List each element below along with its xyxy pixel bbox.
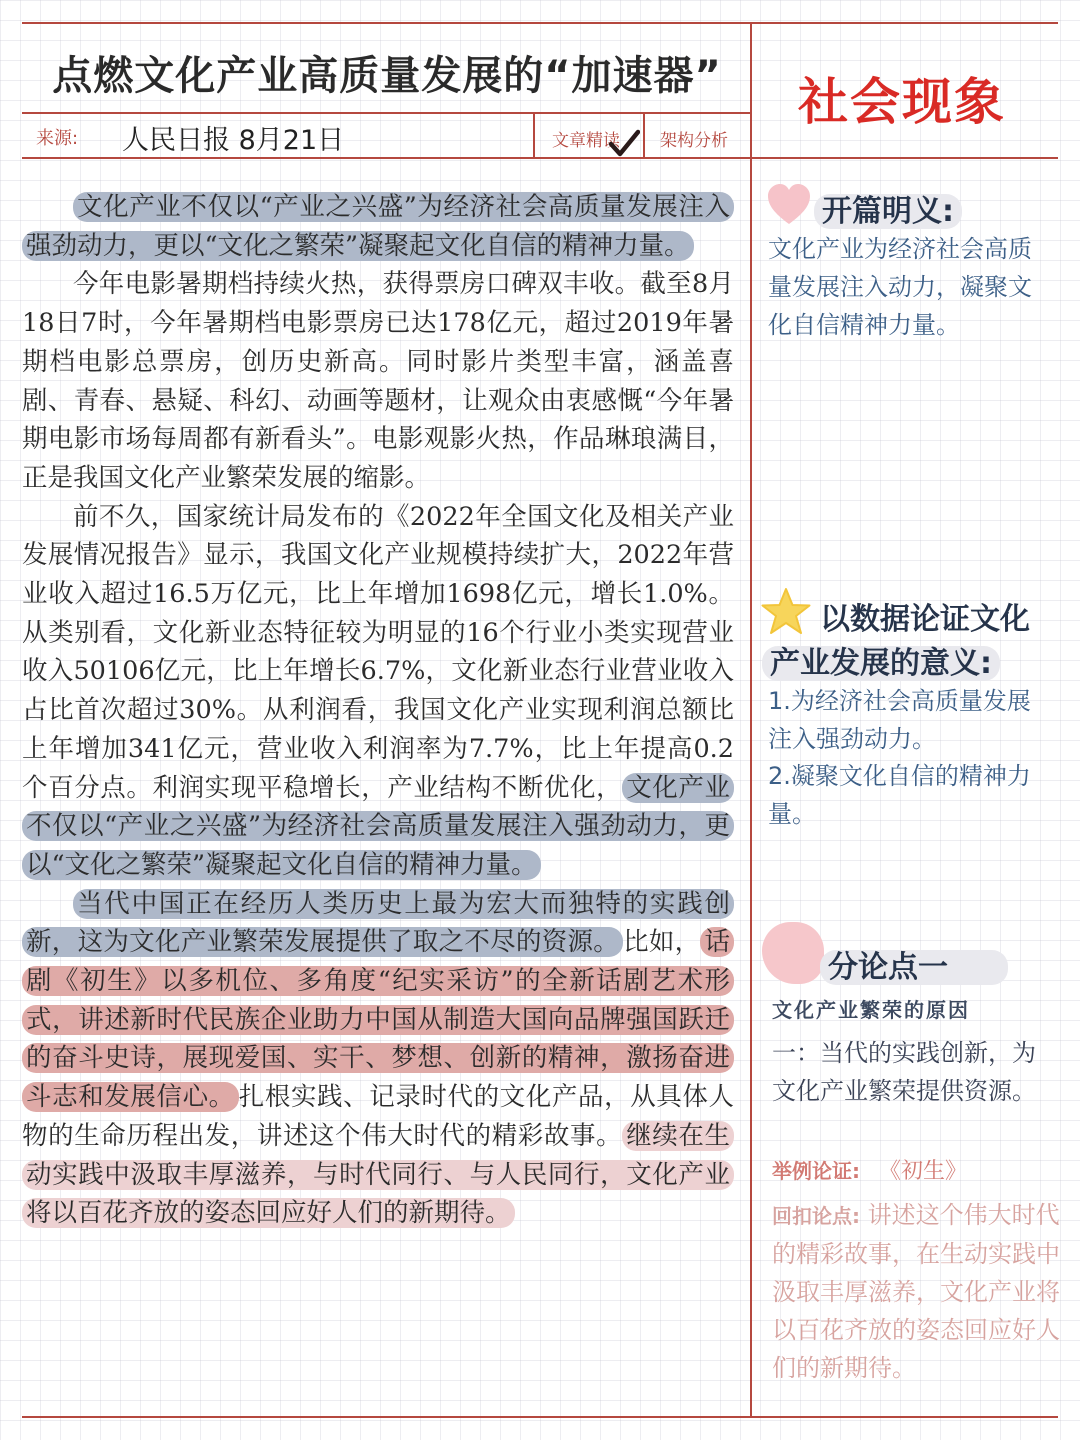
paragraph-4-text-2: 扎根实践、记录时代的文化产品，从具体人物的生命历程出发，讲述这个伟大时代的精彩故事。	[22, 1082, 734, 1151]
section-argument-text: 一：当代的实践创新，为文化产业繁荣提供资源。	[772, 1039, 1036, 1105]
section-example	[772, 1152, 1052, 1191]
checkmark-icon	[608, 128, 640, 160]
paragraph-3-text: 前不久，国家统计局发布的《2022年全国文化及相关产业发展情况报告》显示，我国文化产业规模持续扩大，2022年营业收入超过16.5万亿元，比上年增加1698亿元，增长1.0%。从类别看，文化新业态特征较为明显的16个行业小类实现营业收入50106亿元，比上年增长6.7%，文化新业态行业营业收入占比首次超过30%。从利润看，我国文化产业实现利润总额比上年增加341亿元，营业收入利润率为7.7%，比上年提高0.2个百分点。利润实现平稳增长，产业结构不断优化，	[22, 501, 734, 803]
example-label: 举例论证:	[772, 1159, 860, 1183]
section-data-point-1: 1.为经济社会高质量发展注入强劲动力。	[768, 687, 1031, 753]
title-underline	[22, 112, 750, 114]
section-argument-title: 分论点一	[820, 942, 1008, 986]
article-paragraph-1	[22, 188, 734, 265]
tab-divider-2	[643, 112, 645, 157]
article-paragraph-3	[22, 498, 734, 885]
star-icon	[760, 586, 812, 638]
tab-close-reading[interactable]: 文章精读	[552, 131, 620, 151]
highlight-thesis-repeat: 文化产业不仅以“产业之兴盛”为经济社会高质量发展注入强劲动力，更以“文化之繁荣”凝聚起文化自信的精神力量。	[22, 773, 734, 880]
article-body	[22, 188, 734, 1233]
source-value: 人民日报 8月21日	[122, 125, 345, 156]
header-bottom-rule	[22, 157, 1058, 159]
top-rule	[22, 22, 1058, 24]
paragraph-4-text-1: 比如，	[623, 927, 701, 958]
category-title: 社会现象	[798, 73, 1006, 131]
tab-structure-analysis[interactable]: 架构分析	[660, 131, 728, 151]
highlight-argument-one: 当代中国正在经历人类历史上最为宏大而独特的实践创新，这为文化产业繁荣发展提供了取之不尽的资源。	[22, 889, 734, 958]
callback-label: 回扣论点:	[772, 1204, 860, 1228]
page-title: 点燃文化产业高质量发展的“加速器”	[52, 53, 722, 99]
article-paragraph-4	[22, 885, 734, 1233]
pink-blob-icon	[762, 922, 824, 984]
callback-text: 讲述这个伟大时代的精彩故事，在生动实践中汲取丰厚滋养，文化产业将以百花齐放的姿态回应好人们的新期待。	[772, 1201, 1060, 1382]
source-label: 来源:	[36, 128, 79, 149]
tab-divider-1	[533, 112, 535, 157]
highlight-thesis: 文化产业不仅以“产业之兴盛”为经济社会高质量发展注入强劲动力，更以“文化之繁荣”凝聚起文化自信的精神力量。	[22, 192, 734, 261]
section-data-title-line1: 以数据论证文化	[820, 602, 1030, 637]
heart-icon	[766, 182, 812, 228]
section-data-title-line2: 产业发展的意义:	[762, 638, 1000, 682]
section-opening-text: 文化产业为经济社会高质量发展注入动力，凝聚文化自信精神力量。	[768, 235, 1032, 339]
article-paragraph-2: 今年电影暑期档持续火热，获得票房口碑双丰收。截至8月18日7时，今年暑期档电影票房已达178亿元，超过2019年暑期档电影总票房，创历史新高。同时影片类型丰富，涵盖喜剧、青春、悬疑、科幻、动画等题材，让观众由衷感慨“今年暑期电影市场每周都有新看头”。电影观影火热，作品琳琅满目，正是我国文化产业繁荣发展的缩影。	[22, 269, 734, 493]
highlight-example: 话剧《初生》以多机位、多角度“纪实采访”的全新话剧艺术形式，讲述新时代民族企业助力中国从制造大国向品牌强国跃迁的奋斗史诗，展现爱国、实干、梦想、创新的精神，激扬奋进斗志和发展信心。	[22, 927, 734, 1112]
example-value: 《初生》	[879, 1159, 968, 1184]
section-argument-subtitle: 文化产业繁荣的原因	[772, 998, 970, 1022]
section-data-point-2: 2.凝聚文化自信的精神力量。	[768, 762, 1031, 828]
section-opening-title: 开篇明义:	[814, 186, 962, 230]
highlight-conclusion: 继续在生动实践中汲取丰厚滋养，与时代同行、与人民同行，文化产业将以百花齐放的姿态回应好人们的新期待。	[22, 1121, 734, 1228]
bottom-rule	[22, 1416, 1058, 1418]
section-callback	[772, 1196, 1062, 1387]
column-divider	[750, 22, 752, 1418]
